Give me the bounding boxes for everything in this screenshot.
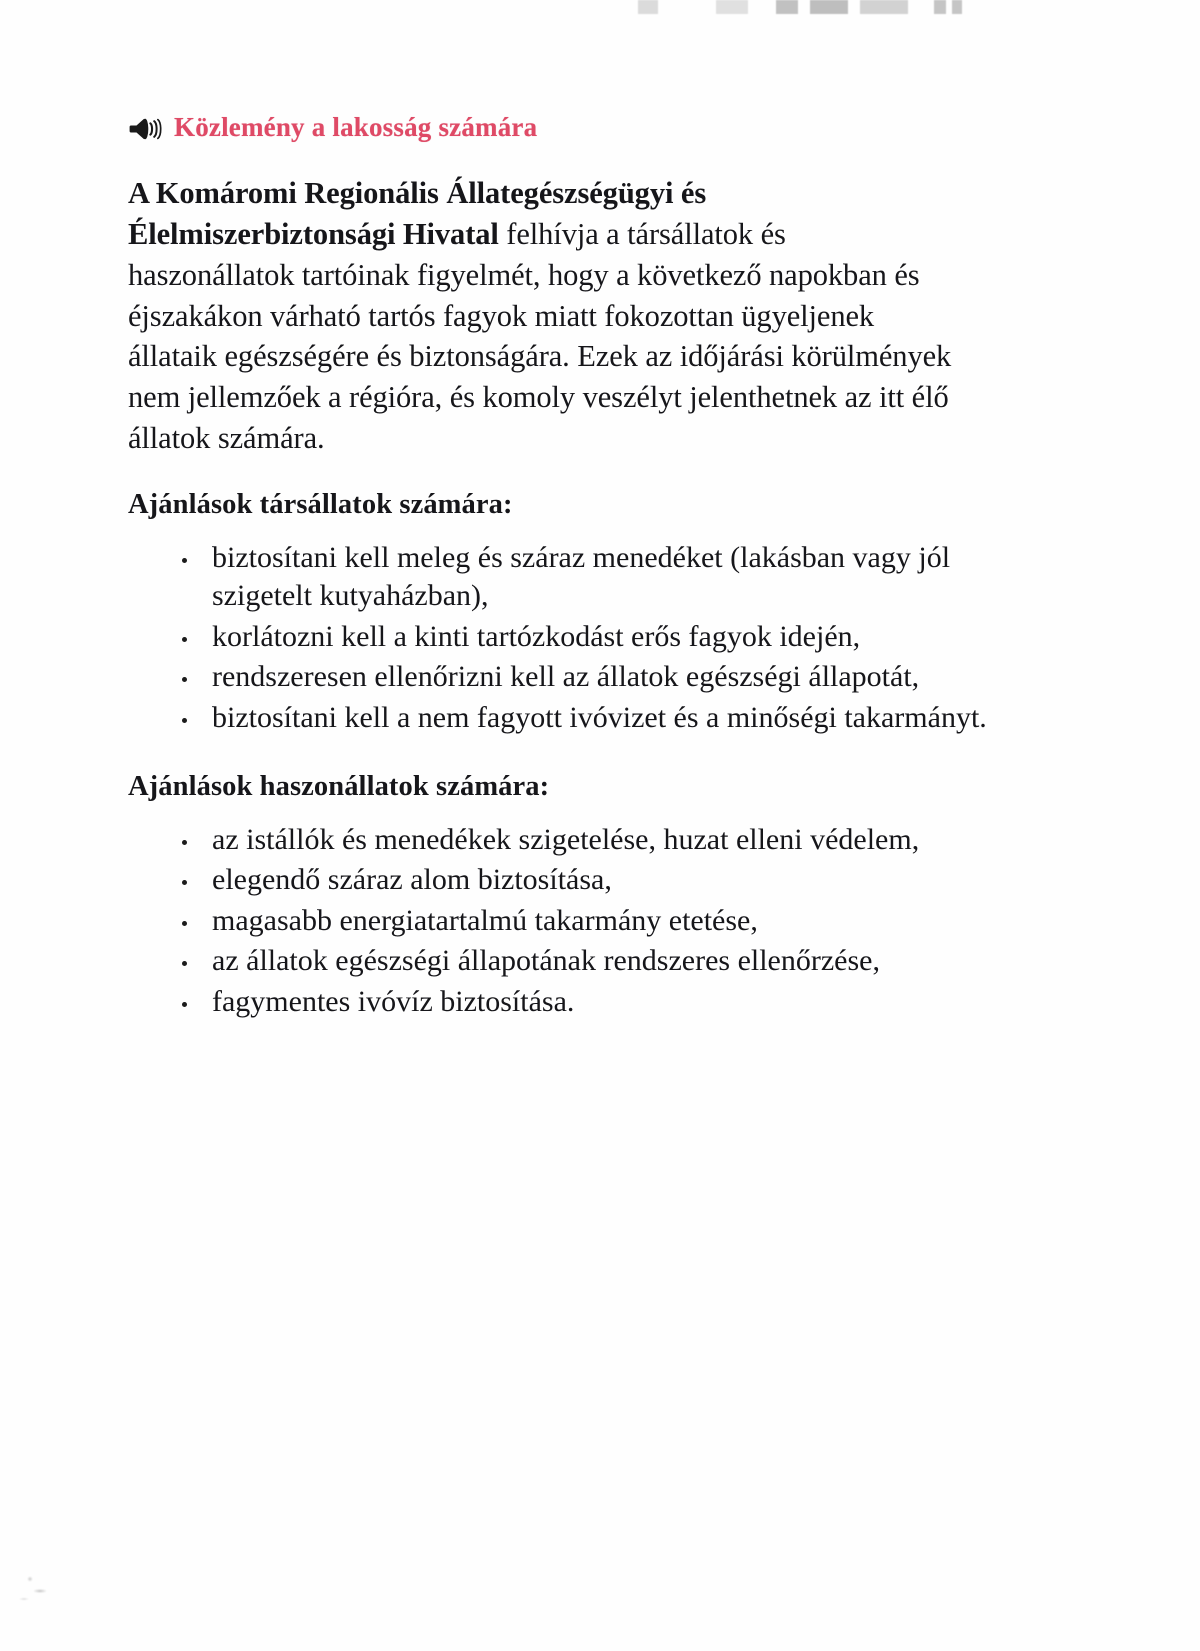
list-item: korlátozni kell a kinti tartózkodást erős fagyok idején, <box>176 618 1032 656</box>
scan-artifact-top-edge <box>620 0 980 14</box>
list-item: fagymentes ivóvíz biztosítása. <box>176 983 1002 1021</box>
list-item: magasabb energiatartalmú takarmány etetése, <box>176 902 1002 940</box>
issuing-organization-name: Komáromi Regionális Állategészségügyi és Élelmiszerbiztonsági Hivatal <box>128 176 707 251</box>
livestock-recommendations-section <box>128 771 1028 1021</box>
scan-artifact-bottom-left <box>18 1569 72 1603</box>
announcement-header <box>128 112 1028 143</box>
announcement-title: Közlemény a lakosság számára <box>174 111 538 142</box>
intro-body-text: felhívja a társállatok és haszonállatok tartóinak figyelmét, hogy a következő napokban és éjszakákon várható tartós fagyok miatt fokozottan ügyeljenek állataik egészségére és biztonságára. Ezek az időjárási körülmények nem jellemzőek a régióra, és komoly veszélyt jelenthetnek az itt élő állatok számára. <box>128 216 952 456</box>
list-item: elegendő száraz alom biztosítása, <box>176 861 1002 899</box>
list-item: az állatok egészségi állapotának rendszeres ellenőrzése, <box>176 942 1002 980</box>
list-item: biztosítani kell meleg és száraz menedéket (lakásban vagy jól szigetelt kutyaházban), <box>176 539 1032 616</box>
livestock-recommendations-list <box>128 821 1028 1021</box>
intro-lead-article: A <box>128 176 156 210</box>
pets-recommendations-section <box>128 489 1028 737</box>
intro-paragraph <box>128 173 958 459</box>
list-item: biztosítani kell a nem fagyott ivóvizet és a minőségi takarmányt. <box>176 699 1032 737</box>
pets-section-heading: Ajánlások társállatok számára: <box>128 489 513 521</box>
speaker-icon <box>128 115 162 143</box>
livestock-section-heading: Ajánlások haszonállatok számára: <box>128 770 550 802</box>
list-item: rendszeresen ellenőrizni kell az állatok egészségi állapotát, <box>176 658 1032 696</box>
list-item: az istállók és menedékek szigetelése, huzat elleni védelem, <box>176 821 1002 859</box>
pets-recommendations-list <box>128 539 1028 737</box>
document-content <box>128 112 1028 1023</box>
